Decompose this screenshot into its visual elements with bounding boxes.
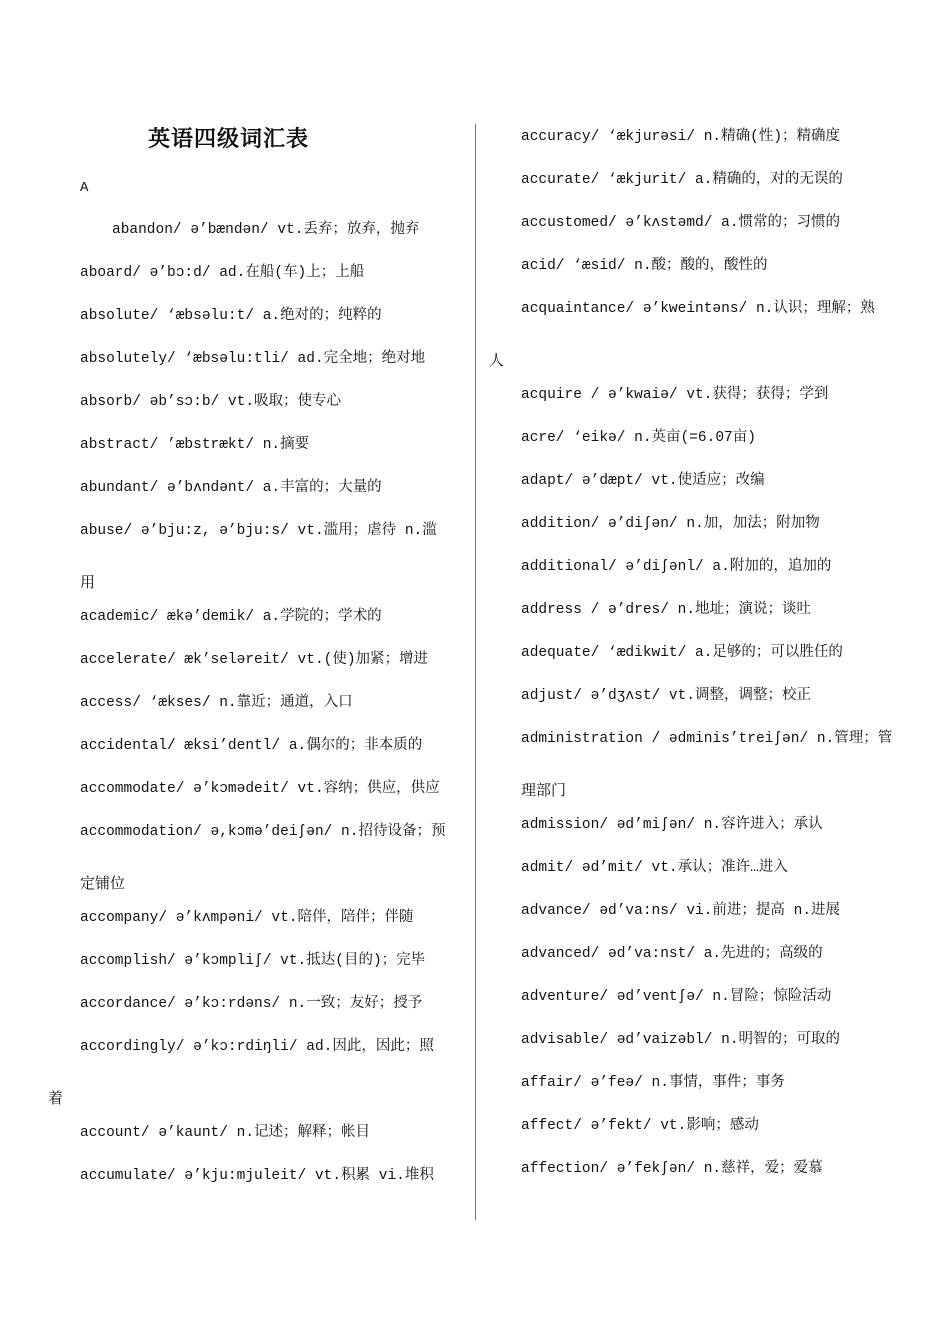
- vocab-entry: [521, 1073, 921, 1116]
- vocab-entry-text: accordingly/ ə’kɔ:rdiŋli/ ad.因此，因此；照: [80, 1039, 434, 1055]
- vocab-entry: [521, 815, 921, 858]
- column-divider: [475, 124, 476, 1220]
- vocab-entry-text: affect/ ə’fekt/ vt.影响；感动: [521, 1118, 759, 1134]
- vocab-entry-text: abuse/ ə’bju:z, ə’bju:s/ vt.滥用；虐待 n.滥: [80, 523, 437, 539]
- vocab-entry-text: additional/ ə’diʃənl/ a.附加的，追加的: [521, 559, 832, 575]
- vocab-entry: [521, 557, 921, 600]
- vocab-entry-text: accurate/ ‘ækjurit/ a.精确的，对的无误的: [521, 172, 843, 188]
- vocab-entry: [521, 385, 921, 428]
- vocab-entry-text: accelerate/ æk’seləreit/ vt.(使)加紧；增进: [80, 652, 429, 668]
- vocab-entry-continuation: 理部门: [521, 781, 567, 799]
- vocab-entry-text: admission/ əd’miʃən/ n.容许进入；承认: [521, 817, 823, 833]
- vocab-entry-text: abandon/ ə’bændən/ vt.丢弃；放弃，抛弃: [112, 222, 420, 238]
- vocab-entry-text: account/ ə’kaunt/ n.记述；解释；帐目: [80, 1125, 371, 1141]
- vocab-entry: [48, 1037, 470, 1123]
- vocab-entry-text: advisable/ əd’vaizəbl/ n.明智的；可取的: [521, 1032, 841, 1048]
- vocab-entry-text: accomplish/ ə’kɔmpliʃ/ vt.抵达(目的)；完毕: [80, 953, 426, 969]
- vocab-entry: [80, 908, 470, 951]
- vocab-entry-text: accommodate/ ə’kɔmədeit/ vt.容纳；供应，供应: [80, 781, 440, 797]
- vocab-entry: [521, 858, 921, 901]
- vocab-entry: [521, 1116, 921, 1159]
- vocab-entry-text: acid/ ‘æsid/ n.酸；酸的，酸性的: [521, 258, 768, 274]
- vocab-entry-text: accustomed/ ə’kʌstəmd/ a.惯常的；习惯的: [521, 215, 841, 231]
- vocab-entry: [521, 1159, 921, 1202]
- vocab-entry: [80, 220, 470, 263]
- vocab-entry: [521, 901, 921, 944]
- vocab-entry: [80, 306, 470, 349]
- vocab-entry: [80, 1123, 470, 1166]
- vocab-entry: [521, 428, 921, 471]
- vocab-entry-text: admit/ əd’mit/ vt.承认；准许…进入: [521, 860, 788, 876]
- vocab-entry: [521, 686, 921, 729]
- vocab-entry: [80, 435, 470, 478]
- vocab-entry-text: adventure/ əd’ventʃə/ n.冒险；惊险活动: [521, 989, 832, 1005]
- vocab-entry-text: advanced/ əd’va:nst/ a.先进的；高级的: [521, 946, 823, 962]
- vocab-entry: [80, 779, 470, 822]
- vocab-entry: [80, 263, 470, 306]
- vocab-entry-text: accordance/ ə’kɔ:rdəns/ n.一致；友好；授予: [80, 996, 423, 1012]
- vocab-entry: [80, 994, 470, 1037]
- vocab-entry-text: adjust/ ə’dʒʌst/ vt.调整，调整；校正: [521, 688, 812, 704]
- vocab-entry-text: academic/ ækə’demik/ a.学院的；学术的: [80, 609, 382, 625]
- vocab-entry-text: accompany/ ə’kʌmpəni/ vt.陪伴，陪伴；伴随: [80, 910, 414, 926]
- vocab-entry: [80, 693, 470, 736]
- page-title: 英语四级词汇表: [148, 127, 310, 152]
- vocab-entry-text: absolutely/ ‘æbsəlu:tli/ ad.完全地；绝对地: [80, 351, 426, 367]
- vocab-entry: [521, 471, 921, 514]
- vocab-entry-continuation: 着: [48, 1089, 64, 1107]
- vocab-entry-text: affair/ ə’feə/ n.事情，事件；事务: [521, 1075, 785, 1091]
- vocab-entry: [521, 1030, 921, 1073]
- vocab-entry-text: administration / ədminis’treiʃən/ n.管理；管: [521, 731, 893, 747]
- vocab-entry-text: address / ə’dres/ n.地址；演说；谈吐: [521, 602, 812, 618]
- vocab-entry: [521, 987, 921, 1030]
- vocab-entry: [80, 650, 470, 693]
- vocab-entry: [80, 951, 470, 994]
- vocab-entry-text: absolute/ ‘æbsəlu:t/ a.绝对的；纯粹的: [80, 308, 382, 324]
- vocab-entry: [521, 256, 921, 299]
- vocab-entry-text: aboard/ ə’bɔ:d/ ad.在船(车)上；上船: [80, 265, 365, 281]
- vocab-entry: [521, 127, 921, 170]
- vocab-entry-text: advance/ əd’va:ns/ vi.前进；提高 n.进展: [521, 903, 841, 919]
- vocab-entry-text: access/ ‘ækses/ n.靠近；通道，入口: [80, 695, 353, 711]
- vocab-entry: [80, 1166, 470, 1209]
- vocab-entry: [521, 643, 921, 686]
- vocab-entry: [521, 514, 921, 557]
- vocab-entry: [521, 600, 921, 643]
- vocab-entry: [80, 392, 470, 435]
- vocab-entry-text: addition/ ə’diʃən/ n.加，加法；附加物: [521, 516, 820, 532]
- right-column: [489, 127, 921, 1202]
- left-column: [48, 220, 470, 1209]
- vocab-entry-text: adapt/ ə’dæpt/ vt.使适应；改编: [521, 473, 765, 489]
- vocab-entry-text: accuracy/ ‘ækjurəsi/ n.精确(性)；精确度: [521, 129, 841, 145]
- vocab-entry: [80, 478, 470, 521]
- vocab-entry: [521, 213, 921, 256]
- vocab-entry-continuation: 定铺位: [80, 874, 126, 892]
- vocab-entry: [80, 736, 470, 779]
- vocab-entry: [489, 299, 921, 385]
- vocab-entry-text: affection/ ə’fekʃən/ n.慈祥，爱；爱慕: [521, 1161, 823, 1177]
- section-letter: A: [80, 180, 89, 196]
- vocab-entry-continuation: 用: [80, 573, 96, 591]
- vocab-entry-text: abstract/ ’æbstrækt/ n.摘要: [80, 437, 310, 453]
- vocab-entry-text: accidental/ æksi’dentl/ a.偶尔的；非本质的: [80, 738, 423, 754]
- vocab-entry-continuation: 人: [489, 351, 505, 369]
- vocab-entry-text: acquaintance/ ə’kweintəns/ n.认识；理解；熟: [521, 301, 875, 317]
- vocab-entry: [80, 822, 470, 908]
- vocab-entry: [80, 521, 470, 607]
- vocab-entry: [80, 349, 470, 392]
- vocab-entry: [521, 170, 921, 213]
- vocab-entry: [80, 607, 470, 650]
- vocab-entry-text: absorb/ əb’sɔ:b/ vt.吸取；使专心: [80, 394, 342, 410]
- vocab-entry-text: acquire / ə’kwaiə/ vt.获得；获得；学到: [521, 387, 829, 403]
- vocab-entry-text: accommodation/ ə,kɔmə’deiʃən/ n.招待设备；预: [80, 824, 446, 840]
- vocab-entry: [521, 944, 921, 987]
- vocab-entry-text: acre/ ‘eikə/ n.英亩(=6.07亩): [521, 430, 756, 446]
- vocab-entry-text: accumulate/ ə’kju:mjuleit/ vt.积累 vi.堆积: [80, 1168, 434, 1184]
- vocab-entry: [521, 729, 921, 815]
- vocab-entry-text: adequate/ ‘ædikwit/ a.足够的；可以胜任的: [521, 645, 843, 661]
- vocab-entry-text: abundant/ ə’bʌndənt/ a.丰富的；大量的: [80, 480, 382, 496]
